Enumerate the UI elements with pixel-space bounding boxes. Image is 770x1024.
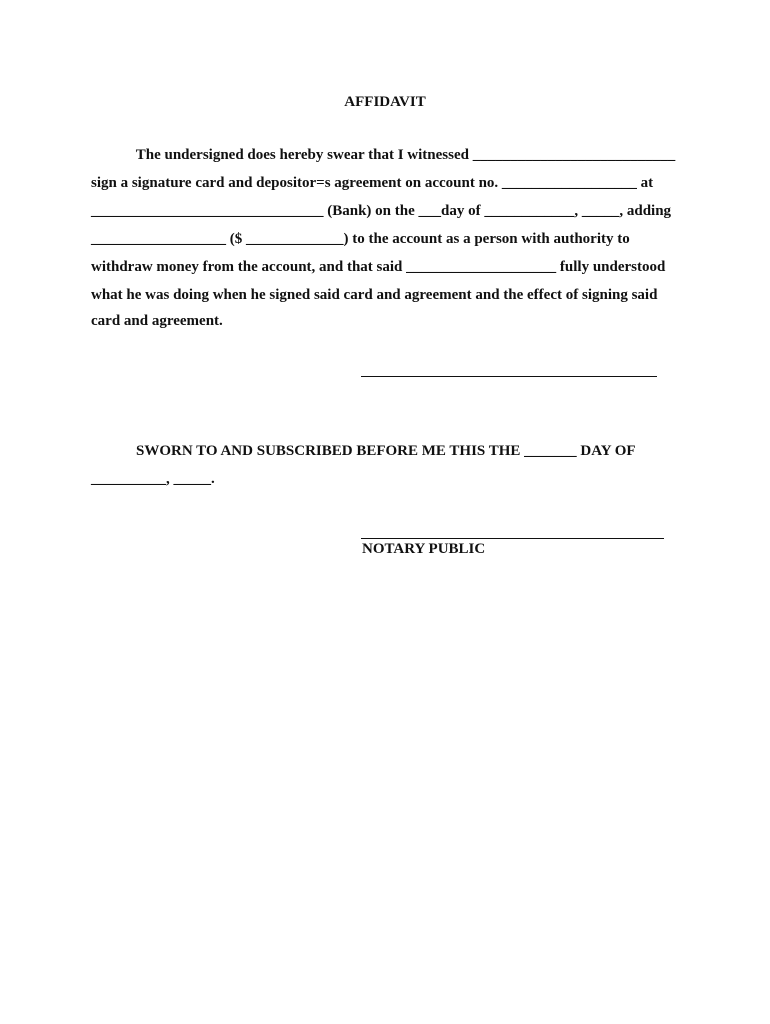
notary-signature-line [361, 538, 664, 539]
body-line-5: withdraw money from the account, and that said ____________________ fully understood [91, 259, 666, 275]
sworn-line-2: __________, _____. [91, 471, 215, 487]
body-line-6: what he was doing when he signed said card and agreement and the effect of signing said [91, 287, 658, 303]
notary-public-label: NOTARY PUBLIC [362, 541, 486, 557]
body-line-4: __________________ ($ _____________) to the account as a person with authority to [91, 231, 630, 247]
body-line-3: _______________________________ (Bank) on the ___day of ____________, _____, adding [91, 203, 672, 219]
body-line-7: card and agreement. [91, 313, 223, 329]
sworn-line-1: SWORN TO AND SUBSCRIBED BEFORE ME THIS THE _______ DAY OF [91, 443, 636, 459]
body-line-2: sign a signature card and depositor=s agreement on account no. __________________ at [91, 175, 654, 191]
document-title: AFFIDAVIT [344, 94, 426, 110]
body-line-1: The undersigned does hereby swear that I witnessed ___________________________ [91, 147, 676, 163]
affiant-signature-line [361, 376, 657, 377]
